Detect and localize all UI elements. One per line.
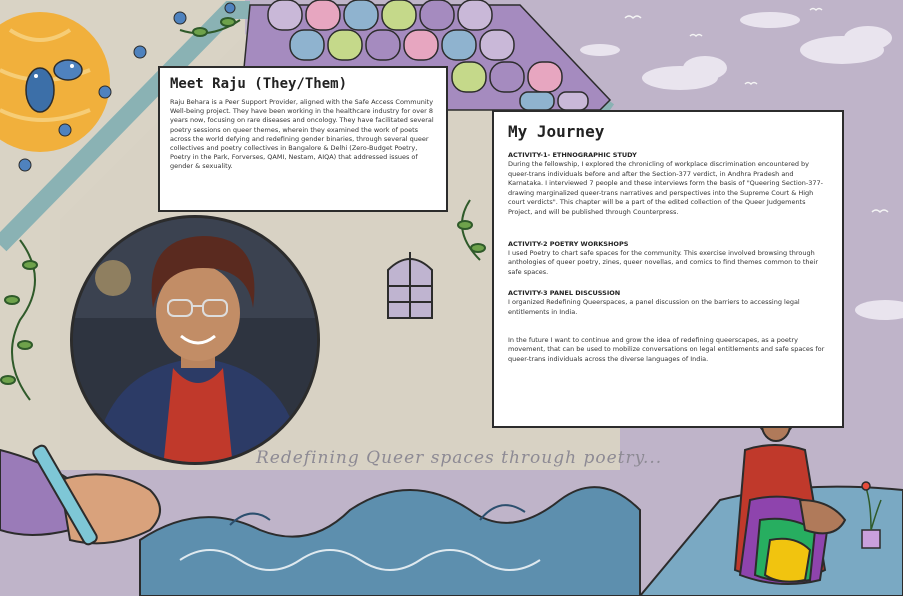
portrait-image xyxy=(73,218,320,465)
activity-3-heading: ACTIVITY-3 PANEL DISCUSSION xyxy=(508,289,621,298)
raju-card-title: Meet Raju (They/Them) xyxy=(170,76,348,92)
raju-intro-card xyxy=(158,66,448,212)
raju-photo xyxy=(70,215,320,465)
raju-bio-text: Raju Behara is a Peer Support Provider, aligned with the Safe Access Community Well-being project. They have been working in the healthcare industry for over 8 years now, focusing on rare diseases and oncology. They have facilitated several poetry sessions on queer themes, wherein they examined the work of poets across the world defying and redefining gender binaries, through several queer collectives and poetry collectives in Bangalore & Delhi (Zero-Budget Poetry, Poetry in the Park, Forverses, QAMI, Nestam, AIQA) that addressed issues of gender & sexuality. xyxy=(170,98,434,171)
activity-2-heading: ACTIVITY-2 POETRY WORKSHOPS xyxy=(508,239,629,248)
activity-1-heading: ACTIVITY-1- ETHNOGRAPHIC STUDY xyxy=(508,151,637,159)
activity-2-text: I used Poetry to chart safe spaces for the community. This exercise involved browsing through anthologies of queer poetry, zines, queer novellas, and comics to find themes common to their safe spaces. xyxy=(508,248,818,276)
journey-closing-text: In the future I want to continue and grow the idea of redefining queerscapes, as a poetry movement, that can be used to mobilize conversations on legal entitlements and safe spaces for queer-trans individuals across the diverse languages of India. xyxy=(508,335,825,363)
activity-3-text: I organized Redefining Queerspaces, a panel discussion on the barriers to accessing legal entitlements in India. xyxy=(508,298,800,316)
tagline: Redefining Queer spaces through poetry... xyxy=(256,448,663,468)
journey-card-title: My Journey xyxy=(508,122,605,141)
journey-card xyxy=(492,110,844,428)
activity-1-text: During the fellowship, I explored the chronicling of workplace discrimination encountered by queer-trans individuals before and after the Section-377 verdict, in Andhra Pradesh and Karnataka. I interviewed 7 people and these interviews form the basis of "Queering Section-377- drawing marginalized queer-trans narratives and perspectives into the Supreme Court & High court verdicts". This chapter will be a part of the edited collection of the Queer Judgements Project, and will be published through Counterpress. xyxy=(508,160,823,216)
